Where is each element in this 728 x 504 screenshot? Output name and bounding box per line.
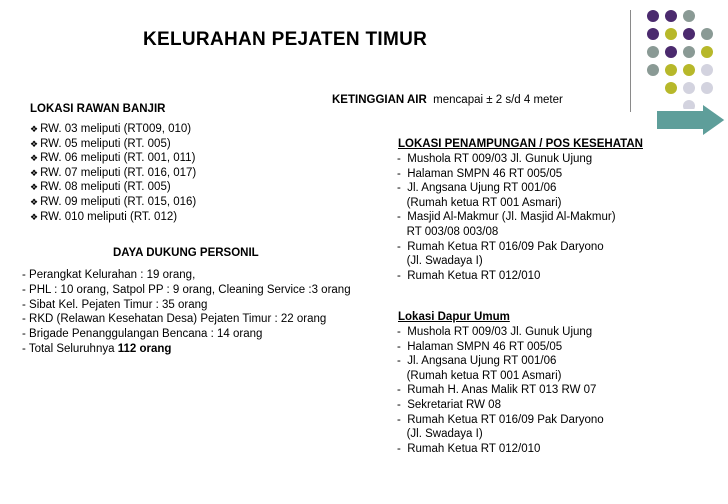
- list-item: - Rumah Ketua RT 012/010: [397, 269, 616, 284]
- list-item: ❖ RW. 05 meliputi (RT. 005): [30, 137, 196, 152]
- list-item: - Mushola RT 009/03 Jl. Gunuk Ujung: [397, 152, 616, 167]
- list-item: (Jl. Swadaya I): [406, 255, 483, 268]
- ketinggian-air: [332, 94, 563, 106]
- ketinggian-text: mencapai ± 2 s/d 4 meter: [433, 94, 563, 106]
- list-item: (Jl. Swadaya I): [406, 428, 483, 441]
- list-item: ❖ RW. 06 meliputi (RT. 001, 011): [30, 151, 196, 166]
- dot: [665, 64, 677, 76]
- list-item: - Perangkat Kelurahan : 19 orang,: [22, 268, 377, 283]
- list-item: - Halaman SMPN 46 RT 005/05: [397, 167, 616, 182]
- list-item: - PHL : 10 orang, Satpol PP : 9 orang, Cleaning Service :3 orang: [22, 283, 377, 298]
- dot: [683, 64, 695, 76]
- list-item: (Rumah ketua RT 001 Asmari): [406, 369, 562, 382]
- dot: [665, 10, 677, 22]
- dapur-umum-list: [397, 325, 604, 456]
- dot: [683, 28, 695, 40]
- dot: [647, 28, 659, 40]
- dot: [683, 10, 695, 22]
- dot: [683, 82, 695, 94]
- dot: [647, 46, 659, 58]
- dot: [665, 46, 677, 58]
- list-item: - Rumah Ketua RT 016/09 Pak Daryono: [397, 413, 604, 428]
- dapur-umum-heading: Lokasi Dapur Umum: [398, 311, 510, 323]
- dot: [665, 82, 677, 94]
- list-item: - Jl. Angsana Ujung RT 001/06: [397, 181, 616, 196]
- ketinggian-label: KETINGGIAN AIR: [332, 94, 427, 106]
- list-item: - Jl. Angsana Ujung RT 001/06: [397, 354, 604, 369]
- list-item: ❖ RW. 07 meliputi (RT. 016, 017): [30, 166, 196, 181]
- dot: [701, 64, 713, 76]
- list-item: - Rumah Ketua RT 012/010: [397, 442, 604, 457]
- penampungan-heading: LOKASI PENAMPUNGAN / POS KESEHATAN: [398, 138, 643, 150]
- page-title: KELURAHAN PEJATEN TIMUR: [143, 29, 428, 50]
- lokasi-rawan-list: [30, 122, 196, 224]
- penampungan-list: [397, 152, 616, 283]
- list-item: - Rumah Ketua RT 016/09 Pak Daryono: [397, 240, 616, 255]
- dot: [701, 28, 713, 40]
- arrow-right-icon: [656, 103, 726, 137]
- list-item: RT 003/08 003/08: [406, 225, 499, 238]
- dot: [665, 28, 677, 40]
- list-item: ❖ RW. 010 meliputi (RT. 012): [30, 210, 196, 225]
- lokasi-rawan-heading: LOKASI RAWAN BANJIR: [30, 103, 166, 115]
- total-label: Total Seluruhnya: [28, 342, 118, 355]
- list-item: - RKD (Relawan Kesehatan Desa) Pejaten Timur : 22 orang: [22, 312, 377, 327]
- dot: [647, 10, 659, 22]
- dot: [701, 46, 713, 58]
- total-value: 112 orang: [117, 342, 172, 355]
- list-item: - Mushola RT 009/03 Jl. Gunuk Ujung: [397, 325, 604, 340]
- list-item: (Rumah ketua RT 001 Asmari): [406, 196, 562, 209]
- divider-line: [630, 10, 631, 112]
- list-item: ❖ RW. 03 meliputi (RT009, 010): [30, 122, 196, 137]
- list-item: - Halaman SMPN 46 RT 005/05: [397, 340, 604, 355]
- list-item: - Sekretariat RW 08: [397, 398, 604, 413]
- list-item: ❖ RW. 08 meliputi (RT. 005): [30, 180, 196, 195]
- list-item-total: [22, 342, 377, 357]
- list-item: ❖ RW. 09 meliputi (RT. 015, 016): [30, 195, 196, 210]
- dot: [701, 82, 713, 94]
- daya-dukung-list: [22, 268, 377, 357]
- list-item: - Rumah H. Anas Malik RT 013 RW 07: [397, 383, 604, 398]
- dot: [647, 64, 659, 76]
- list-item: - Masjid Al-Makmur (Jl. Masjid Al-Makmur): [397, 210, 616, 225]
- list-item: - Sibat Kel. Pejaten Timur : 35 orang: [22, 298, 377, 313]
- dot-grid-decoration: [647, 10, 723, 105]
- dot: [683, 46, 695, 58]
- list-item: - Brigade Penanggulangan Bencana : 14 orang: [22, 327, 377, 342]
- daya-dukung-heading: DAYA DUKUNG PERSONIL: [113, 247, 259, 259]
